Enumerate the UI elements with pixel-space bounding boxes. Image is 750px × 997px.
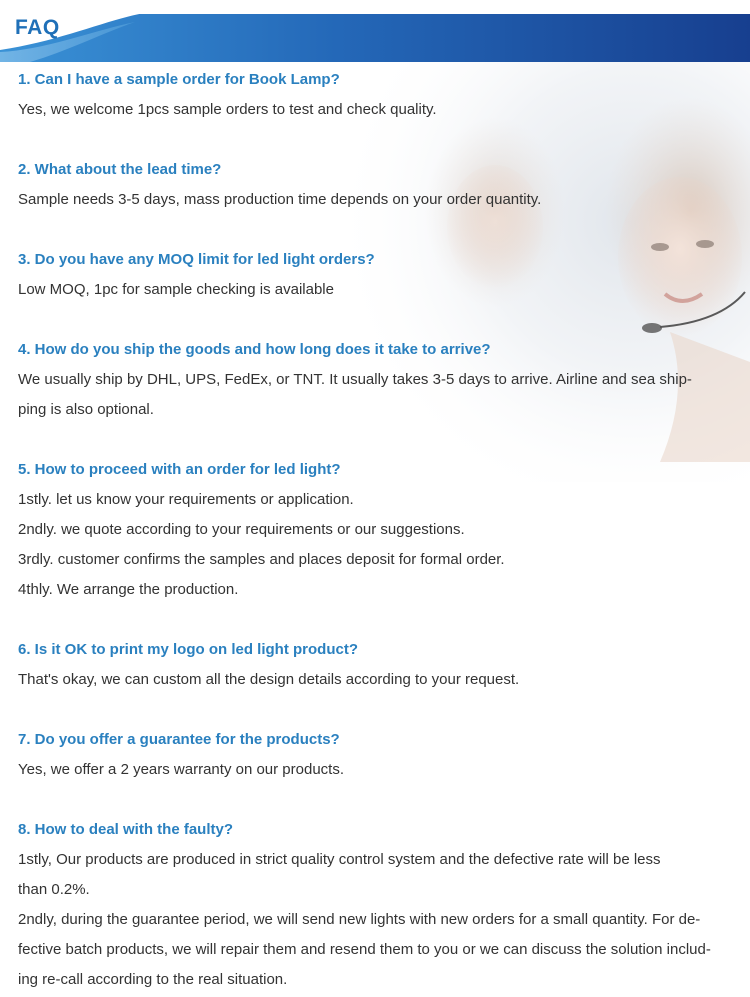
faq-answer-line: Yes, we welcome 1pcs sample orders to test and check quality. <box>18 101 437 118</box>
faq-spacer <box>18 605 733 635</box>
faq-item <box>18 155 733 245</box>
faq-spacer <box>18 305 733 335</box>
faq-answer-line: 2ndly. we quote according to your requirements or our suggestions. <box>18 521 465 538</box>
faq-answer-line: 3rdly. customer confirms the samples and places deposit for formal order. <box>18 551 505 568</box>
faq-answer-line: That's okay, we can custom all the design details according to your request. <box>18 671 520 688</box>
faq-item <box>18 65 733 155</box>
faq-answer-line: 2ndly, during the guarantee period, we will send new lights with new orders for a small quantity. For de- <box>18 911 701 928</box>
faq-question: 2. What about the lead time? <box>18 161 222 178</box>
faq-answer-line: Low MOQ, 1pc for sample checking is available <box>18 281 334 298</box>
faq-question: 5. How to proceed with an order for led light? <box>18 461 341 478</box>
faq-item <box>18 815 733 995</box>
faq-spacer <box>18 425 733 455</box>
faq-question: 6. Is it OK to print my logo on led light product? <box>18 641 358 658</box>
faq-answer-line: We usually ship by DHL, UPS, FedEx, or TNT. It usually takes 3-5 days to arrive. Airline and sea ship- <box>18 371 692 388</box>
faq-question: 4. How do you ship the goods and how long does it take to arrive? <box>18 341 491 358</box>
faq-question: 7. Do you offer a guarantee for the products? <box>18 731 340 748</box>
faq-spacer <box>18 785 733 815</box>
faq-answer-line: than 0.2%. <box>18 881 90 898</box>
faq-list <box>18 65 733 995</box>
faq-item <box>18 455 733 635</box>
faq-spacer <box>18 125 733 155</box>
faq-question: 1. Can I have a sample order for Book Lamp? <box>18 71 340 88</box>
faq-header-banner <box>0 0 750 62</box>
header-swoosh-graphic <box>0 0 750 62</box>
faq-answer-line: ping is also optional. <box>18 401 154 418</box>
faq-answer-line: ing re-call according to the real situation. <box>18 971 288 988</box>
faq-item <box>18 725 733 815</box>
faq-spacer <box>18 215 733 245</box>
faq-answer-line: Yes, we offer a 2 years warranty on our products. <box>18 761 345 778</box>
faq-question: 3. Do you have any MOQ limit for led light orders? <box>18 251 375 268</box>
faq-spacer <box>18 695 733 725</box>
faq-item <box>18 635 733 725</box>
page-title: FAQ <box>15 16 60 39</box>
faq-answer-line: Sample needs 3-5 days, mass production time depends on your order quantity. <box>18 191 542 208</box>
faq-item <box>18 335 733 455</box>
faq-answer-line: 1stly. let us know your requirements or application. <box>18 491 354 508</box>
faq-question: 8. How to deal with the faulty? <box>18 821 234 838</box>
faq-answer-line: fective batch products, we will repair them and resend them to you or we can discuss the solution includ- <box>18 941 711 958</box>
faq-answer-line: 4thly. We arrange the production. <box>18 581 239 598</box>
faq-item <box>18 245 733 335</box>
faq-answer-line: 1stly, Our products are produced in strict quality control system and the defective rate will be less <box>18 851 661 868</box>
